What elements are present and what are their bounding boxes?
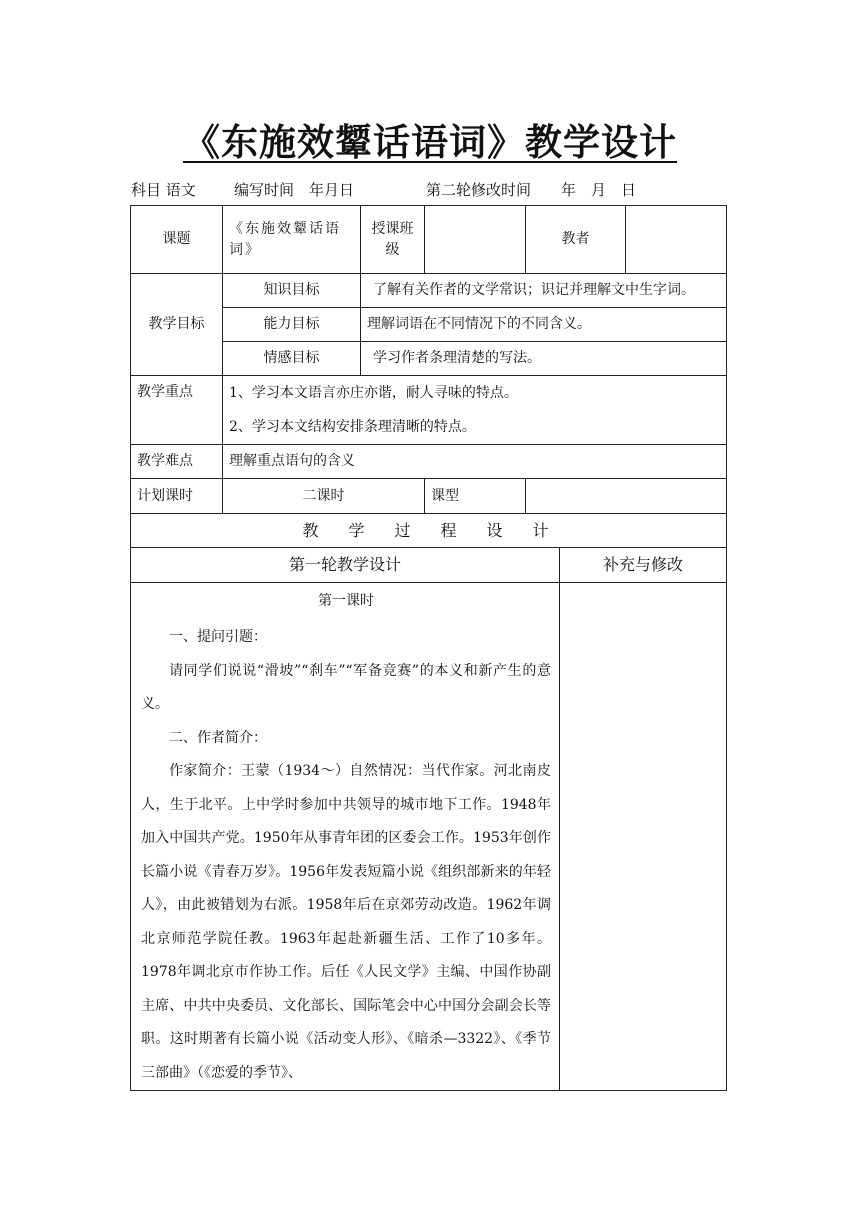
teacher-label: 教者 (526, 206, 626, 274)
class-label: 授课班级 (361, 206, 425, 274)
knowledge-value: 了解有关作者的文学常识；识记并理解文中生字词。 (361, 274, 727, 308)
document-title: 《东施效颦话语词》教学设计 (183, 121, 677, 164)
difficulty-label: 教学难点 (131, 445, 223, 479)
round1-header: 第一轮教学设计 (131, 548, 560, 583)
key-point-1: 1、学习本文语言亦庄亦谐，耐人寻味的特点。 (229, 385, 518, 401)
key-points-value (223, 376, 727, 445)
topic-value: 《东施效颦话语词》 (223, 206, 361, 274)
key-points-label: 教学重点 (131, 376, 223, 445)
type-value (526, 479, 727, 514)
section-1-heading: 一、提问引题： (169, 629, 267, 645)
key-point-2: 2、学习本文结构安排条理清晰的特点。 (229, 419, 476, 435)
class-value (425, 206, 526, 274)
meta-revised-time: 第二轮修改时间 年 月 日 (426, 181, 637, 199)
objectives-label: 教学目标 (131, 274, 223, 376)
process-header: 教学过程设计 (131, 514, 727, 548)
emotion-value: 学习作者条理清楚的写法。 (361, 342, 727, 376)
supplement-header: 补充与修改 (560, 548, 727, 583)
knowledge-label: 知识目标 (223, 274, 361, 308)
section-2-heading: 二、作者简介： (169, 729, 267, 746)
emotion-label: 情感目标 (223, 342, 361, 376)
meta-line (131, 179, 636, 200)
hours-value: 二课时 (223, 479, 425, 514)
lesson-title: 第一课时 (318, 593, 374, 609)
hours-label: 计划课时 (131, 479, 223, 514)
difficulty-value: 理解重点语句的含义 (223, 445, 727, 479)
ability-label: 能力目标 (223, 308, 361, 342)
round1-content (131, 583, 560, 1091)
author-intro-paragraph: 作家简介：王蒙（1934～）自然情况：当代作家。河北南皮人，生于北平。上中学时参加中共领导的城市地下工作。1948年加入中国共产党。1950年从事青年团的区委会工作。1953年创作长篇小说《青春万岁》。1956年发表短篇小说《组织部新来的年轻人》，由此被错划为右派。1958年后在京郊劳动改造。1962年调北京师范学院任教。1963年起赴新疆生活、工作了10多年。1978年调北京市作协工作。后任《人民文学》主编、中国作协副主席、中共中央委员、文化部长、国际笔会中心中国分会副会长等职。这时期著有长篇小说《活动变人形》、《暗杀—3322》、《季节三部曲》（《恋爱的季节》、 (141, 763, 551, 1081)
type-label: 课型 (425, 479, 526, 514)
lesson-plan-table (130, 205, 727, 1091)
ability-value: 理解词语在不同情况下的不同含义。 (361, 308, 727, 342)
section-1-paragraph: 请同学们说说“滑坡”“刹车”“军备竞赛”的本义和新产生的意义。 (141, 662, 551, 712)
meta-subject: 科目 语文 (131, 181, 196, 199)
teacher-value (626, 206, 727, 274)
supplement-content (560, 583, 727, 1091)
meta-written-time: 编写时间 年月日 (234, 181, 355, 199)
topic-label: 课题 (131, 206, 223, 274)
